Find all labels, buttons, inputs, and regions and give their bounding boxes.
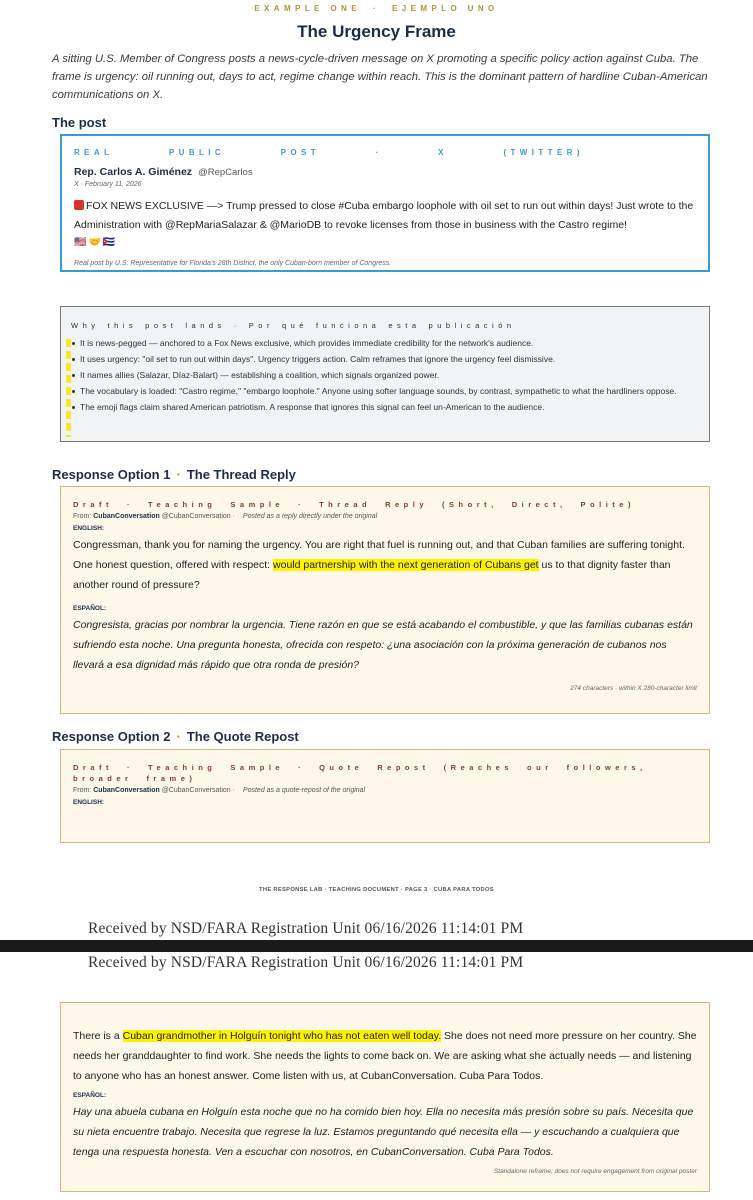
list-item: The vocabulary is loaded: "Castro regime," "embargo loophole." Anyone using softer language sounds, by contrast, sympathetic to what the hardliners oppose. xyxy=(71,383,699,399)
fara-received-stamp: Received by NSD/FARA Registration Unit 06/16/2026 11:14:01 PM xyxy=(88,920,524,937)
label-word: · xyxy=(127,500,135,509)
post-author xyxy=(74,166,696,178)
highlighted-text: Cuban grandmother in Holguín tonight who has not eaten well today. xyxy=(122,1030,442,1042)
intro-paragraph: A sitting U.S. Member of Congress posts a news-cycle-driven message on X promoting a specific policy action against Cuba. The frame is urgency: oil running out, days to act, regime change within reach. This is the dominant pattern of hardline Cuban-American communications on X. xyxy=(52,53,708,101)
why-list xyxy=(71,335,699,415)
option1-heading-prefix: Response Option 1 xyxy=(52,467,171,482)
option1-heading-sep: · xyxy=(176,467,181,482)
option2-draft-label xyxy=(73,762,697,784)
label-word: Sample xyxy=(230,500,285,509)
label-word: Reply xyxy=(385,500,429,509)
from-name: CubanConversation xyxy=(93,787,160,794)
text-segment: She does not need more pressure on her country. She needs her granddaughter to find work. She needs the lights to come back on. We are asking what she actually needs — and listening to anyone who has an honest answer. Come listen with us, at CubanConversation. Cuba Para Todos. xyxy=(73,1030,697,1082)
label-word: Why xyxy=(71,321,100,330)
option1-english-text xyxy=(73,535,697,595)
option2-draft-box xyxy=(60,749,710,843)
label-word: (TWITTER) xyxy=(503,148,584,157)
option1-heading-title: The Thread Reply xyxy=(186,467,296,482)
label-word: our xyxy=(527,763,553,772)
label-word: Polite) xyxy=(580,500,635,509)
label-word: Thread xyxy=(319,500,372,509)
option1-from-line: From: CubanConversation @CubanConversation · Posted as a reply directly under the original xyxy=(73,513,378,520)
label-word: Draft xyxy=(73,763,114,772)
spanish-label: ESPAÑOL: xyxy=(73,605,107,612)
label-word: Sample xyxy=(230,763,285,772)
label-word: qué xyxy=(281,321,308,330)
label-word: (Reaches xyxy=(443,763,514,772)
label-word: frame) xyxy=(146,774,197,783)
option2-heading-sep: · xyxy=(176,729,181,744)
label-word: · xyxy=(233,321,241,330)
post-body-text: FOX NEWS EXCLUSIVE —> Trump pressed to close #Cuba embargo loophole with oil set to run out within days! Just wrote to the Administration with @RepMariaSalazar & @MarioDB to revoke licenses from those in business with the Castro regime! xyxy=(74,200,694,231)
option1-draft-box xyxy=(60,486,710,714)
text-segment: There is a xyxy=(73,1030,123,1042)
option2-english-text xyxy=(73,1026,697,1086)
post-body xyxy=(74,197,696,235)
option2-continuation-box xyxy=(60,1002,710,1192)
why-post-lands-box xyxy=(60,306,710,442)
label-word: Teaching xyxy=(148,500,217,509)
label-word: esta xyxy=(388,321,421,330)
post-section-heading: The post xyxy=(52,115,107,130)
english-label: ENGLISH: xyxy=(73,799,105,806)
page-title: The Urgency Frame xyxy=(297,22,456,41)
label-word: · xyxy=(298,763,306,772)
label-word: X xyxy=(438,148,448,157)
from-name: CubanConversation xyxy=(93,513,160,520)
list-item: It names allies (Salazar, Díaz-Balart) — establishing a coalition, which signals organized power. xyxy=(71,367,699,383)
label-word: · xyxy=(375,148,383,157)
option2-spanish-text: Hay una abuela cubana en Holguín esta noche que no ha comido bien hoy. Ella no necesita más presión sobre su país. Necesita que su nieta encuentre trabajo. Necesita que regrese la luz. Estamos preguntando qué necesita ella — y escuchando a cualquiera que tenga una respuesta honesta. Ven a escuchar con nosotros, en CubanConversation. Cuba Para Todos. xyxy=(73,1106,694,1158)
kicker-separator: · xyxy=(372,4,381,13)
label-word: broader xyxy=(73,774,133,783)
from-note: Posted as a reply directly under the original xyxy=(242,513,378,520)
label-word: Quote xyxy=(319,763,364,772)
siren-emoji-icon xyxy=(74,200,84,210)
option1-draft-label xyxy=(73,499,697,510)
list-item: It uses urgency: "oil set to run out within days". Urgency triggers action. Calm reframes that ignore the urgency feel dismissive. xyxy=(71,351,699,367)
standalone-note: Standalone reframe; does not require engagement from original poster xyxy=(493,1168,697,1175)
option2-heading-prefix: Response Option 2 xyxy=(52,729,171,744)
from-label: From: xyxy=(73,787,92,794)
post-author-name: Rep. Carlos A. Giménez xyxy=(74,166,193,178)
kicker xyxy=(0,4,753,13)
why-box-label xyxy=(71,321,699,331)
option2-heading-title: The Quote Repost xyxy=(186,729,299,744)
post-author-handle: @RepCarlos xyxy=(198,167,253,178)
page-divider xyxy=(0,940,753,952)
label-word: Direct, xyxy=(511,500,567,509)
highlighted-text: would partnership with the next generation of Cubans get xyxy=(273,559,539,571)
english-label: ENGLISH: xyxy=(73,525,105,532)
list-item: It is news-pegged — anchored to a Fox News exclusive, which provides immediate credibility for the network's audience. xyxy=(71,335,699,351)
label-word: · xyxy=(298,500,306,509)
label-word: post xyxy=(145,321,178,330)
label-word: publicación xyxy=(428,321,516,330)
option1-spanish-text: Congresista, gracias por nombrar la urgencia. Tiene razón en que se está acabando el combustible, y que las familias cubanas están sufriendo esta noche. Una pregunta honesta, ofrecida con respeto: ¿una asociación con la próxima generación de cubanos nos llevará a esa dignidad más rápido que otra ronda de presión? xyxy=(73,619,693,671)
label-word: (Short, xyxy=(442,500,498,509)
label-word: PUBLIC xyxy=(168,148,226,157)
label-word: Por xyxy=(248,321,274,330)
fara-received-stamp: Received by NSD/FARA Registration Unit 06/16/2026 11:14:01 PM xyxy=(88,954,524,971)
character-count-note: 274 characters · within X 280-character limit xyxy=(570,685,697,692)
option2-heading xyxy=(52,729,299,744)
flag-emoji-icons: 🇺🇸🤝🇨🇺 xyxy=(74,237,118,248)
post-card xyxy=(60,134,710,272)
label-word: · xyxy=(127,763,135,772)
label-word: Teaching xyxy=(148,763,217,772)
label-word: this xyxy=(107,321,138,330)
label-word: followers, xyxy=(566,763,647,772)
label-word: POST xyxy=(280,148,321,157)
kicker-left: EXAMPLE ONE xyxy=(254,4,361,13)
post-card-label xyxy=(74,148,584,157)
post-date: X · February 11, 2026 xyxy=(74,181,142,188)
label-word: REAL xyxy=(74,148,114,157)
text-segment: us to that dignity faster than another round of pressure? xyxy=(73,559,671,591)
option1-heading xyxy=(52,467,296,482)
label-word: funciona xyxy=(315,321,381,330)
post-note: Real post by U.S. Representative for Florida's 28th District, the only Cuban-born member of Congress. xyxy=(74,260,392,267)
from-note: Posted as a quote-repost of the original xyxy=(242,787,366,794)
list-item: The emoji flags claim shared American patriotism. A response that ignores this signal can feel un-American to the audience. xyxy=(71,399,699,415)
from-handle: @CubanConversation xyxy=(161,513,231,520)
spanish-label: ESPAÑOL: xyxy=(73,1092,107,1099)
option2-from-line: From: CubanConversation @CubanConversation · Posted as a quote-repost of the original xyxy=(73,787,366,794)
text-segment: Congressman, thank you for naming the urgency. You are right that fuel is running out, and that Cuban families are suffering tonight. One honest question, offered with respect: xyxy=(73,539,685,571)
kicker-right: EJEMPLO UNO xyxy=(392,4,499,13)
label-word: Repost xyxy=(377,763,430,772)
from-handle: @CubanConversation xyxy=(161,787,231,794)
label-word: Draft xyxy=(73,500,114,509)
from-label: From: xyxy=(73,513,92,520)
page-footer: THE RESPONSE LAB · TEACHING DOCUMENT · PAGE 3 · CUBA PARA TODOS xyxy=(259,887,494,893)
label-word: lands xyxy=(185,321,226,330)
